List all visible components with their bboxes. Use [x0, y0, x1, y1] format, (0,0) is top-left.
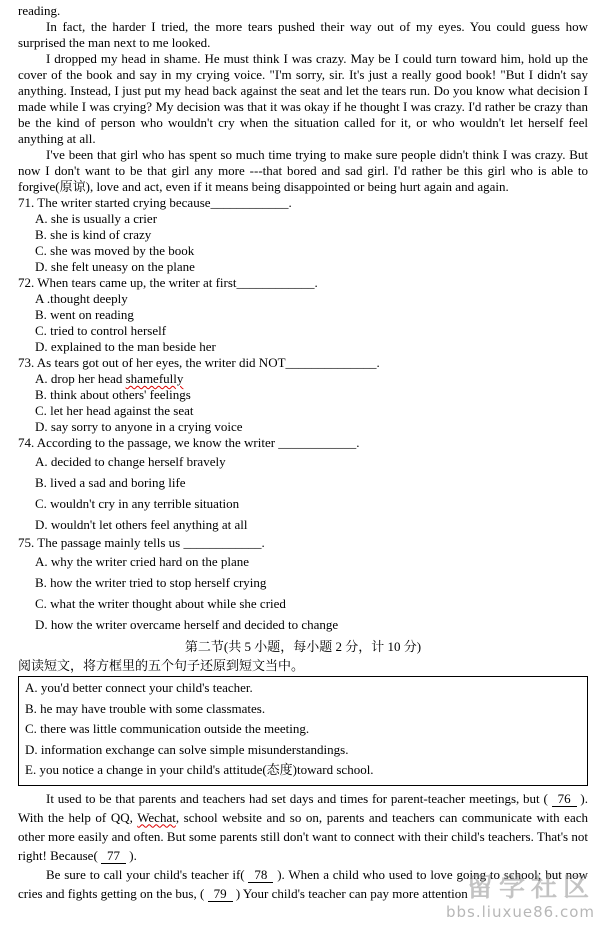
option-b: B. she is kind of crazy: [35, 227, 152, 242]
box-sentence-a: A. you'd better connect your child's teacher.: [25, 680, 253, 695]
option-a: A. she is usually a crier: [35, 211, 158, 226]
paragraph-fragment: reading.: [18, 3, 61, 18]
option-a: A .thought deeply: [35, 291, 128, 306]
option-d: D. how the writer overcame herself and decided to change: [35, 617, 339, 632]
option-d: D. say sorry to anyone in a crying voice: [35, 419, 243, 434]
option-b: B. went on reading: [35, 307, 134, 322]
question-stem: 75. The passage mainly tells us ____________.: [18, 535, 265, 550]
option-b: B. think about others' feelings: [35, 387, 191, 402]
question-73: [18, 355, 588, 435]
box-sentence-d: D. information exchange can solve simple misunderstandings.: [25, 741, 349, 757]
cloze-paragraph: Be sure to call your child's teacher if( 78 ). When a child who used to love going to school; but now cries and fights getting on the bus, ( 79 ) Your child's teacher can pay more attention: [18, 866, 588, 901]
question-stem: 72. When tears came up, the writer at first____________.: [18, 275, 318, 290]
passage-paragraph: I've been that girl who has spent so much time trying to make sure people didn't think I was crazy. But now I don't want to be that girl any more ---that bored and sad girl. I'd rather be this girl who is able to forgive(原谅), love and act, even if it means being disappointed or being hurt again and again.: [18, 147, 588, 194]
option-a: A. decided to change herself bravely: [35, 454, 226, 469]
option-a: A. drop her head shamefully: [35, 371, 184, 386]
section-instruction: 阅读短文，将方框里的五个句子还原到短文当中。: [18, 658, 305, 673]
option-c: C. she was moved by the book: [35, 243, 195, 258]
option-c: C. tried to control herself: [35, 323, 167, 338]
option-a: A. why the writer cried hard on the plane: [35, 554, 250, 569]
option-c: C. wouldn't cry in any terrible situation: [35, 496, 240, 511]
box-sentence-e: E. you notice a change in your child's attitude(态度)toward school.: [25, 762, 374, 777]
option-d: D. explained to the man beside her: [35, 339, 216, 354]
watermark-site-name: 留学社区: [466, 873, 595, 903]
sentence-options-box: [18, 676, 588, 786]
question-stem: 74. According to the passage, we know the writer ____________.: [18, 435, 360, 450]
option-b: B. lived a sad and boring life: [35, 475, 186, 490]
question-stem: 71. The writer started crying because____________.: [18, 195, 292, 210]
question-71: [18, 195, 588, 275]
question-72: [18, 275, 588, 355]
passage-paragraph: In fact, the harder I tried, the more tears pushed their way out of my eyes. You could guess how surprised the man next to me looked.: [18, 19, 588, 50]
option-b: B. how the writer tried to stop herself crying: [35, 575, 267, 590]
box-sentence-c: C. there was little communication outside the meeting.: [25, 721, 310, 736]
question-stem: 73. As tears got out of her eyes, the writer did NOT______________.: [18, 355, 380, 370]
cloze-paragraph: It used to be that parents and teachers had set days and times for parent-teacher meetings, but ( 76 ). With the help of QQ, Wechat, school website and so on, parents and teachers can communicate with each other more easily and often. But some parents still don't want to connect with their child's teachers. That's not right! Because( 77 ).: [18, 790, 588, 863]
option-d: D. she felt uneasy on the plane: [35, 259, 195, 274]
question-75: [18, 535, 588, 635]
section-header: 第二节(共 5 小题，每小题 2 分，计 10 分): [184, 639, 422, 654]
option-d: D. wouldn't let others feel anything at all: [35, 517, 248, 532]
question-74: [18, 435, 588, 535]
passage-paragraph: I dropped my head in shame. He must think I was crazy. May be I could turn toward him, hold up the cover of the book and say in my crying voice. "I'm sorry, sir. It's just a really good book! "But I didn't say anything. Instead, I just put my head back against the seat and let the tears run. Do you know what decision I made while I was crying? My decision was that it was okay if he thought I was crazy. I'd rather be crazy than be the kind of person who wouldn't cry when the situation called for it, or who wouldn't let herself feel anything at all.: [18, 51, 588, 146]
option-c: C. let her head against the seat: [35, 403, 194, 418]
watermark-url: bbs.liuxue86.com: [446, 903, 595, 921]
option-c: C. what the writer thought about while she cried: [35, 596, 286, 611]
box-sentence-b: B. he may have trouble with some classmates.: [25, 700, 266, 716]
